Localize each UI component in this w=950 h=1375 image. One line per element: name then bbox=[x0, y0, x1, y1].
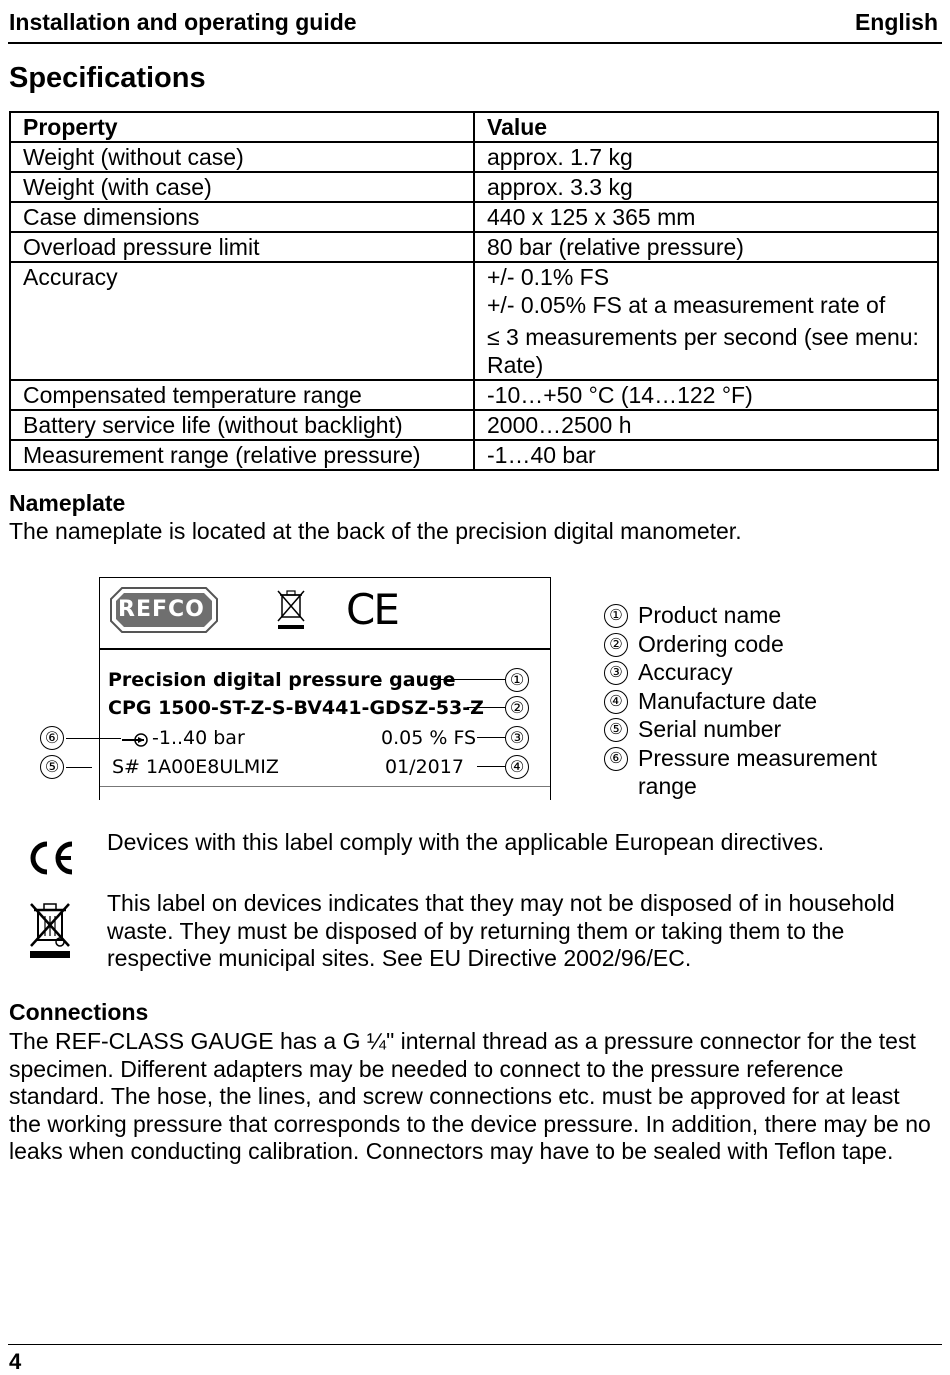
header-rule bbox=[8, 42, 942, 44]
legend-label: Serial number bbox=[638, 716, 782, 742]
ce-mark-icon bbox=[26, 839, 76, 877]
nameplate-title: Nameplate bbox=[9, 490, 126, 516]
specifications-title: Specifications bbox=[9, 62, 206, 94]
legend-label: Product name bbox=[638, 602, 782, 628]
accuracy-value-line: +/- 0.1% FS bbox=[487, 264, 610, 290]
legend-number: ⑥ bbox=[604, 747, 628, 771]
plate-date: 01/2017 bbox=[385, 756, 464, 778]
value-cell: 440 x 125 x 365 mm bbox=[474, 202, 938, 232]
column-header-value: Value bbox=[474, 112, 938, 142]
header-language: English bbox=[854, 9, 938, 35]
property-cell: Case dimensions bbox=[10, 202, 474, 232]
ce-description: Devices with this label comply with the applicable European directives. bbox=[107, 829, 825, 855]
legend-label: Pressure measurement range bbox=[638, 744, 878, 799]
table-row bbox=[10, 410, 938, 440]
marker-5: ⑤ bbox=[40, 755, 64, 779]
leader-line bbox=[433, 679, 505, 680]
property-cell: Battery service life (without backlight) bbox=[10, 410, 474, 440]
weee-bin-icon bbox=[273, 586, 309, 630]
property-cell: Accuracy bbox=[10, 262, 474, 380]
legend-number: ⑤ bbox=[604, 718, 628, 742]
property-cell: Weight (with case) bbox=[10, 172, 474, 202]
table-row bbox=[10, 232, 938, 262]
plate-product-name: Precision digital pressure gauge bbox=[108, 669, 456, 691]
property-cell: Weight (without case) bbox=[10, 142, 474, 172]
plate-accuracy: 0.05 % FS bbox=[381, 727, 477, 749]
page-number: 4 bbox=[9, 1349, 22, 1374]
table-row bbox=[10, 172, 938, 202]
legend-label: Manufacture date bbox=[638, 687, 818, 714]
legend-item bbox=[604, 744, 908, 801]
connections-title: Connections bbox=[9, 999, 149, 1025]
legend-item bbox=[604, 658, 908, 687]
nameplate-description: The nameplate is located at the back of the precision digital manometer. bbox=[9, 518, 742, 544]
weee-bin-icon bbox=[26, 898, 74, 960]
plate-range: -1..40 bar bbox=[152, 727, 245, 749]
accuracy-value-line: +/- 0.05% FS at a measurement rate of bbox=[487, 292, 886, 318]
specifications-table bbox=[9, 111, 939, 471]
property-cell: Compensated temperature range bbox=[10, 380, 474, 410]
table-header-row bbox=[10, 112, 938, 142]
legend-number: ③ bbox=[604, 661, 628, 685]
legend-item bbox=[604, 630, 908, 659]
connections-text: The REF-CLASS GAUGE has a G ¼" internal thread as a pressure connector for the test specimen. Different adapters may be needed to connect to the pressure reference standard. The hose, the lines, and screw connections etc. must be approved for at least the working pressure that corresponds to the device pressure. In addition, there may be no leaks when conducting calibration. Connectors may have to be sealed with Teflon tape. bbox=[9, 1028, 931, 1164]
legend-label: Ordering code bbox=[638, 630, 784, 657]
leader-line bbox=[66, 738, 121, 739]
nameplate-figure bbox=[99, 577, 551, 802]
leader-line bbox=[477, 737, 505, 738]
value-cell: -10…+50 °C (14…122 °F) bbox=[474, 380, 938, 410]
header-title: Installation and operating guide bbox=[9, 9, 357, 35]
marker-4: ④ bbox=[505, 755, 529, 779]
brand-logo-text: REFCO bbox=[118, 597, 205, 622]
nameplate-legend bbox=[604, 601, 908, 801]
legend-item bbox=[604, 601, 908, 630]
leader-line bbox=[477, 766, 505, 767]
value-cell: 80 bar (relative pressure) bbox=[474, 232, 938, 262]
table-row bbox=[10, 380, 938, 410]
accuracy-value-line: ≤ 3 measurements per second (see menu: Rate) bbox=[487, 324, 919, 378]
property-cell: Overload pressure limit bbox=[10, 232, 474, 262]
value-cell bbox=[474, 262, 938, 380]
legend-number: ① bbox=[604, 604, 628, 628]
table-row bbox=[10, 142, 938, 172]
value-cell: -1…40 bar bbox=[474, 440, 938, 470]
value-cell: approx. 1.7 kg bbox=[474, 142, 938, 172]
marker-6: ⑥ bbox=[40, 726, 64, 750]
property-cell: Measurement range (relative pressure) bbox=[10, 440, 474, 470]
marker-2: ② bbox=[505, 696, 529, 720]
marker-1: ① bbox=[505, 668, 529, 692]
legend-label: Accuracy bbox=[638, 659, 733, 685]
footer-rule bbox=[8, 1344, 942, 1345]
pressure-connector-icon bbox=[122, 732, 148, 748]
legend-item bbox=[604, 687, 908, 716]
legend-item bbox=[604, 715, 908, 744]
leader-line bbox=[66, 767, 92, 768]
legend-number: ④ bbox=[604, 690, 628, 714]
plate-ordering-code: CPG 1500-ST-Z-S-BV441-GDSZ-53-Z bbox=[108, 697, 484, 719]
table-row bbox=[10, 440, 938, 470]
plate-serial: S# 1A00E8ULMIZ bbox=[112, 756, 279, 778]
weee-description: This label on devices indicates that they may not be disposed of in household waste. They must be disposed of by returning them or taking them to the respective municipal sites. See EU Directive 2002/96/EC. bbox=[107, 890, 895, 971]
value-cell: 2000…2500 h bbox=[474, 410, 938, 440]
table-row bbox=[10, 262, 938, 380]
leader-line bbox=[467, 707, 505, 708]
marker-3: ③ bbox=[505, 726, 529, 750]
plate-divider bbox=[100, 648, 550, 650]
column-header-property: Property bbox=[10, 112, 474, 142]
ce-mark: CE bbox=[346, 585, 398, 634]
legend-number: ② bbox=[604, 633, 628, 657]
plate-bottom-rule bbox=[100, 786, 550, 787]
value-cell: approx. 3.3 kg bbox=[474, 172, 938, 202]
table-row bbox=[10, 202, 938, 232]
